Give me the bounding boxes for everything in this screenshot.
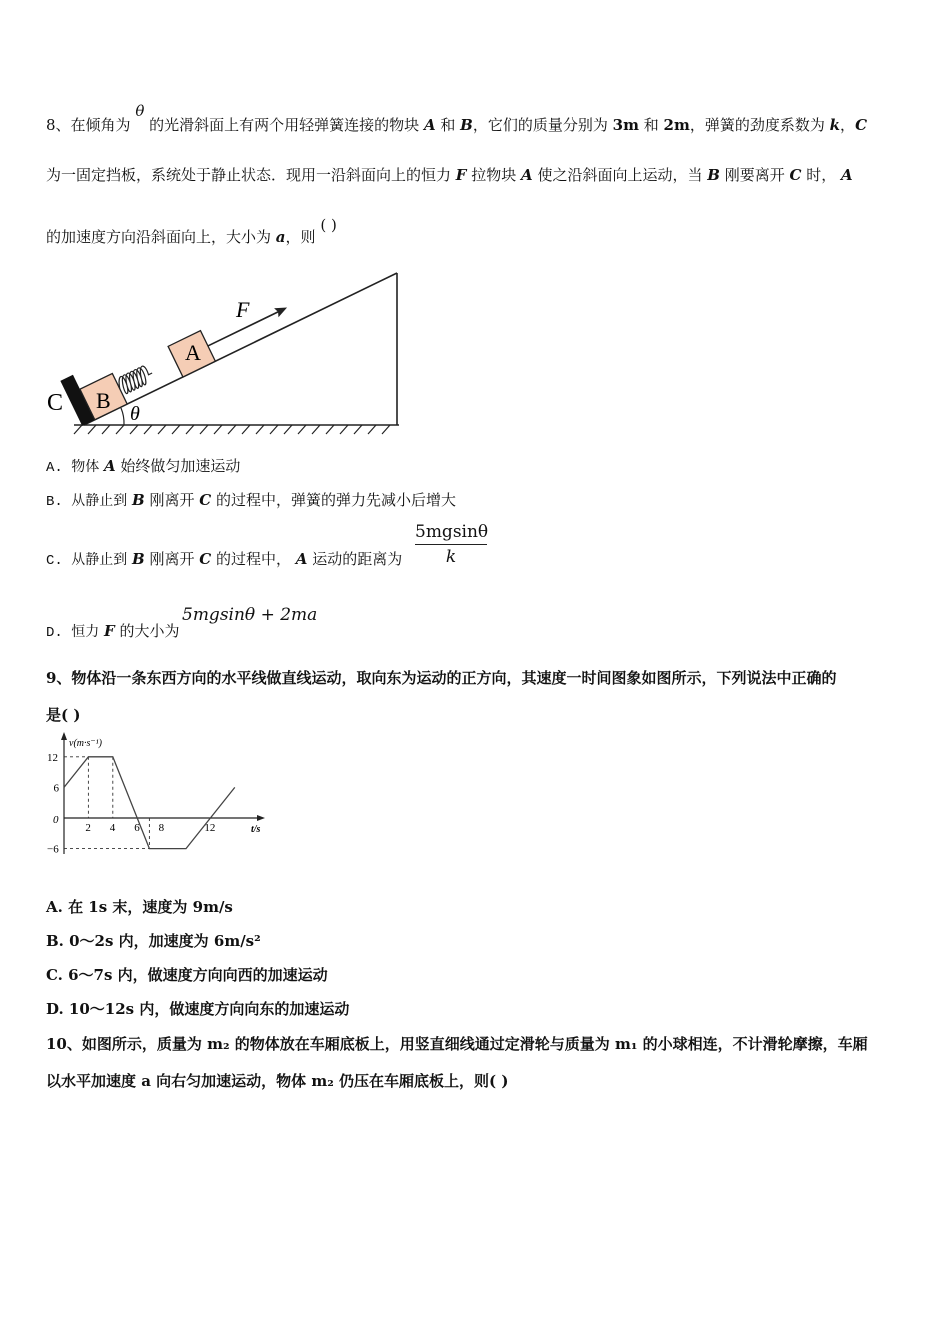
option-text: D. 10～12s 内，做速度方向向东的加速运动 xyxy=(46,1000,350,1018)
chart-x-label: t/s xyxy=(251,824,261,835)
q9-option-a[interactable] xyxy=(46,897,233,917)
q8-incline-figure xyxy=(44,262,409,440)
q8-figure-theta: θ xyxy=(130,403,140,425)
chart-y-label: v(m·s⁻¹) xyxy=(69,738,102,749)
option-text: C. 从静止到 xyxy=(46,553,128,569)
q8-line-3 xyxy=(46,216,337,247)
q8-var-c: C xyxy=(789,166,802,184)
q9-option-b[interactable] xyxy=(46,931,261,951)
q8-mass-2m: 2m xyxy=(663,116,690,134)
q8-var-k: k xyxy=(829,116,841,134)
y-tick-label: −6 xyxy=(47,843,59,856)
option-text: 的过程中， xyxy=(216,550,292,568)
option-var: B xyxy=(132,491,145,509)
option-text: A. 物体 xyxy=(46,460,100,476)
option-var: B xyxy=(132,550,145,568)
q8-text: 的光滑斜面上有两个用轻弹簧连接的物块 xyxy=(149,116,420,134)
q8-figure-label-c: C xyxy=(47,390,64,416)
y-axis-arrow-icon xyxy=(61,732,67,740)
option-var: C xyxy=(199,491,212,509)
option-var: A xyxy=(295,550,308,568)
q9-line-2: 是( ) xyxy=(46,706,81,724)
option-text: 始终做匀加速运动 xyxy=(120,457,241,475)
q8-text: ，弹簧的劲度系数为 xyxy=(689,116,825,134)
x-tick-label: 2 xyxy=(85,822,91,834)
x-axis-arrow-icon xyxy=(257,815,265,821)
x-tick-label: 4 xyxy=(109,822,116,834)
y-tick-label: 12 xyxy=(47,751,58,764)
q8-var-c: C xyxy=(855,116,868,134)
q8-option-d[interactable] xyxy=(46,621,179,643)
option-text: 刚离开 xyxy=(149,491,195,509)
q8-text: ，它们的质量分别为 xyxy=(472,116,608,134)
q8-option-c[interactable] xyxy=(46,549,402,571)
option-text: D. 恒力 xyxy=(46,625,100,641)
option-text: 的过程中，弹簧的弹力先减小后增大 xyxy=(216,491,457,509)
q8-var-a: A xyxy=(841,166,853,184)
q8-option-b[interactable] xyxy=(46,490,456,512)
q8-text: 刚要离开 xyxy=(724,166,785,184)
force-arrow-icon xyxy=(274,303,289,317)
q9-option-d[interactable] xyxy=(46,999,349,1019)
q8-figure-label-f: F xyxy=(236,297,250,322)
y-tick-label: 6 xyxy=(53,782,59,795)
q8-line-2 xyxy=(46,165,853,185)
q8-text: 和 xyxy=(643,116,659,134)
option-text: B. 0～2s 内，加速度为 6m/s² xyxy=(46,932,261,950)
q8-option-a[interactable] xyxy=(46,456,240,478)
q8-text: ， xyxy=(840,116,856,134)
fraction-denominator: k xyxy=(445,547,457,567)
velocity-line xyxy=(64,757,235,849)
option-text: B. 从静止到 xyxy=(46,494,128,510)
q8-var-b: B xyxy=(460,116,473,134)
q8-text: 和 xyxy=(440,116,456,134)
q8-option-d-expr: 5mgsinθ + 2ma xyxy=(182,605,318,625)
option-var: C xyxy=(199,550,212,568)
x-tick-label: 8 xyxy=(158,822,165,834)
q8-text: 为一固定挡板，系统处于静止状态．现用一沿斜面向上的恒力 xyxy=(46,166,452,184)
q8-text: 8、在倾角为 xyxy=(46,116,131,134)
option-text: A. 在 1s 末，速度为 9m/s xyxy=(46,898,233,916)
q8-var-a: A xyxy=(521,166,533,184)
q8-var-a: A xyxy=(423,116,436,134)
q8-text: 时， xyxy=(806,166,837,184)
q8-text: 使之沿斜面向上运动，当 xyxy=(537,166,703,184)
q8-var-f: F xyxy=(455,166,467,184)
q8-option-c-fraction xyxy=(415,522,487,567)
q8-line-1 xyxy=(46,102,868,135)
q8-answer-paren: ( ) xyxy=(320,216,337,234)
option-text: 刚离开 xyxy=(149,550,195,568)
q8-text: 的加速度方向沿斜面向上，大小为 xyxy=(46,228,272,246)
q9-line-1: 9、物体沿一条东西方向的水平线做直线运动，取向东为运动的正方向，其速度一时间图象如图所示，下列说法中正确的 xyxy=(46,669,837,687)
q9-option-c[interactable] xyxy=(46,965,328,985)
option-text: C. 6～7s 内，做速度方向向西的加速运动 xyxy=(46,966,328,984)
q8-var-b: B xyxy=(707,166,720,184)
option-var: F xyxy=(104,622,115,640)
option-text: 的大小为 xyxy=(119,622,180,640)
q8-theta: θ xyxy=(135,102,145,120)
q8-figure-label-b: B xyxy=(96,388,111,413)
x-tick-label: 6 xyxy=(134,822,140,834)
chart-origin-label: 0 xyxy=(53,814,59,826)
option-text: 运动的距离为 xyxy=(312,550,403,568)
q8-mass-3m: 3m xyxy=(612,116,639,134)
q8-text: 拉物块 xyxy=(471,166,517,184)
q10-line-1: 10、如图所示，质量为 m₂ 的物体放在车厢底板上，用竖直细线通过定滑轮与质量为 m₁ 的小球相连，不计滑轮摩擦，车厢 xyxy=(46,1035,868,1053)
x-tick-label: 12 xyxy=(204,822,216,834)
fraction-numerator: 5mgsinθ xyxy=(415,522,487,545)
q8-figure-label-a: A xyxy=(185,340,201,365)
q10-line-2: 以水平加速度 a 向右匀加速运动，物体 m₂ 仍压在车厢底板上，则( ) xyxy=(46,1072,509,1090)
q9-vt-chart xyxy=(40,732,270,862)
q8-var-accel: a xyxy=(275,228,286,246)
q8-text: ，则 xyxy=(285,228,316,246)
option-var: A xyxy=(104,457,116,475)
